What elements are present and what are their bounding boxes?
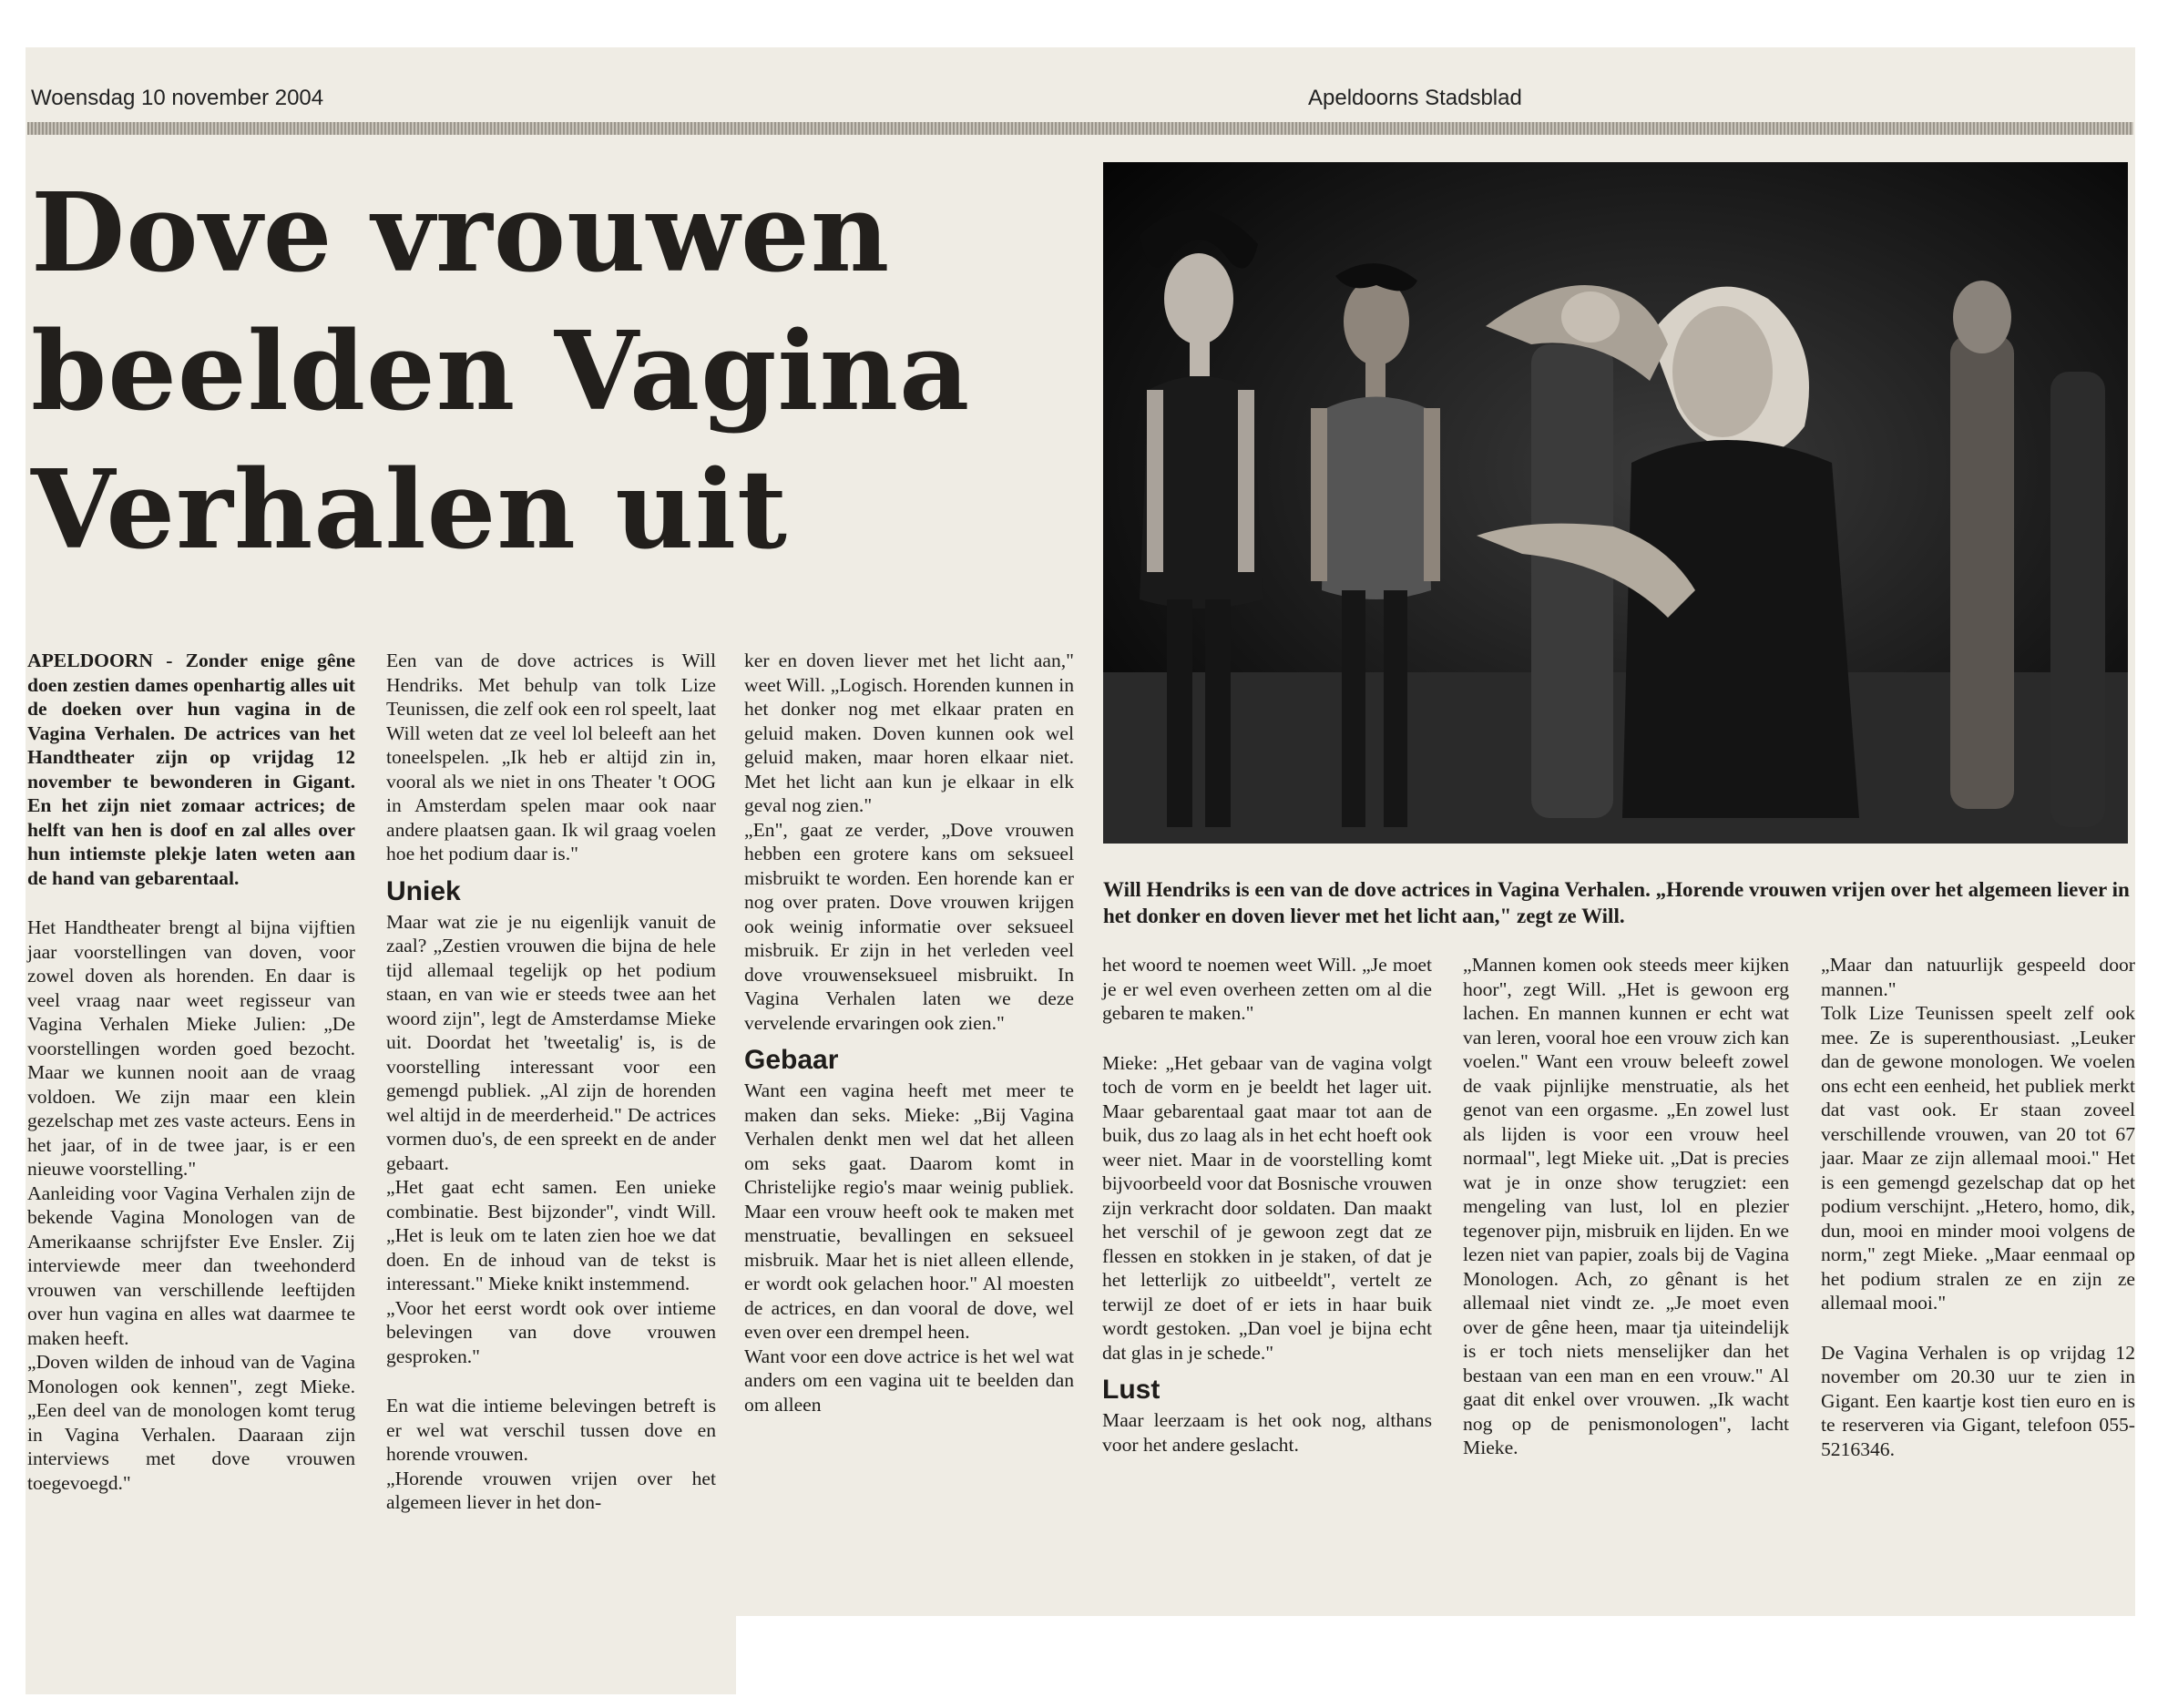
clipping-tail [26,1616,736,1694]
body-paragraph: het woord te noemen weet Will. „Je moet je er wel even overheen zetten om al die gebaren te maken." [1102,954,1432,1024]
body-paragraph: Want een vagina heeft met meer te maken dan seks. Mieke: „Bij Vagina Verhalen denkt men wel dat het alleen om seks gaat. Daarom komt in Christelijke regio's maar weinig publiek. Maar een vrouw heeft ook te maken met menstruatie, bevallingen en seksueel misbruik. Maar het is niet alleen ellende, er wordt ook gelachen hoor." Al moesten de actrices, en dan vooral de dove, wel even over een drempel heen. [744,1079,1074,1343]
theater-performance-photo-icon [1103,162,2128,844]
article-column-1 [27,649,355,1495]
theater-performance-photo [1103,162,2128,844]
body-paragraph: Maar wat zie je nu eigenlijk vanuit de zaal? „Zestien vrouwen die bijna de hele tijd allemaal tegelijk op het podium staan, en van wie er steeds twee aan het woord zijn", legt de Amsterdamse Mieke uit. Doordat het 'tweetalig' is, is de voorstelling interessant voor een gemengd publiek. „Al zijn de horenden wel altijd in de meerderheid." De actrices vormen duo's, de een spreekt en de ander gebaart. [386,910,716,1174]
body-paragraph: „En", gaat ze verder, „Dove vrouwen hebben een grotere kans om seksueel misbruikt te worden. Een horende kan er nog over praten. Dove vrouwen krijgen ook weinig informatie over seksueel misbruik. Er zijn in het verleden veel dove vrouwenseksueel misbruikt. In Vagina Verhalen laten we deze vervelende ervaringen ook zien." [744,818,1074,1034]
body-paragraph: Want voor een dove actrice is het wel wat anders om een vagina uit te beelden dan om alleen [744,1345,1074,1416]
issue-date: Woensdag 10 november 2004 [31,86,324,110]
publication-name: Apeldoorns Stadsblad [1308,86,1522,110]
body-paragraph: Maar leerzaam is het ook nog, althans voor het andere geslacht. [1102,1409,1432,1456]
subheading-uniek: Uniek [386,875,461,906]
body-paragraph: „Mannen komen ook steeds meer kijken hoor", zegt Will. „Het is gewoon erg lachen. En mannen kunnen er echt wat van leren, vooral hoe een vrouw zich kan voelen." Want een vrouw beleeft zowel de vaak pijnlijke menstruatie, als het genot van een orgasme. „En zowel lust als lijden is voor een vrouw heel normaal", legt Mieke uit. „Dat is precies wat je in onze show terugziet: een mengeling van lust, lol en plezier tegenover pijn, misbruik en lijden. En we lezen niet van papier, zoals bij de Vagina Monologen. Ach, zo gênant is het allemaal niet vindt ze. „Je moet even over de gêne heen, maar tja uiteindelijk is er toch niets menselijker dan het bestaan van een man en een vrouw." Al gaat dit enkel over vrouwen. „Ik wacht nog op de penismonologen", lacht Mieke. [1463,954,1789,1458]
headline: Dove vrouwen beelden Vagina Verhalen uit [31,169,971,574]
subheading-lust: Lust [1102,1375,1161,1405]
body-paragraph: Het Handtheater brengt al bijna vijftien jaar voorstellingen van doven, voor zowel doven als horenden. En daar is veel vraag naar weet regisseur van Vagina Verhalen Mieke Julien: „De voorstellingen worden goed bezocht. Maar we kunnen nooit aan de vraag voldoen. We zijn maar een klein gezelschap met zes vaste acteurs. Eens in het jaar, of in de twee jaar, is er een nieuwe voorstelling." [27,916,355,1180]
body-paragraph: De Vagina Verhalen is op vrijdag 12 november om 20.30 uur te zien in Gigant. Een kaartje kost tien euro en is te reserveren via Gigant, telefoon 055-5216346. [1821,1341,2135,1460]
body-paragraph: Tolk Lize Teunissen speelt zelf ook mee. Ze is superenthousiast. „Leuker dan de gewone monologen. We voelen ons echt een eenheid, het publiek merkt dat vast ook. Er staan zoveel verschillende vrouwen, van 20 tot 67 jaar. Maar ze zijn allemaal mooi." Het is een gemengd gezelschap dat op het podium verschijnt. „Hetero, homo, dik, dun, mooi en minder mooi volgens de norm," zegt Mieke. „Maar eenmaal op het podium stralen ze en zijn ze allemaal mooi." [1821,1002,2135,1314]
article-column-5 [1463,953,1789,1460]
body-paragraph: „Voor het eerst wordt ook over intieme belevingen van dove vrouwen gesproken." [386,1296,716,1367]
body-paragraph: Aanleiding voor Vagina Verhalen zijn de bekende Vagina Monologen van de Amerikaanse schrijfster Eve Ensler. Zij interviewde meer dan tweehonderd vrouwen van verschillende leeftijden over hun vagina en alles wat daarmee te maken heeft. [27,1181,355,1349]
photo-caption: Will Hendriks is een van de dove actrices in Vagina Verhalen. „Horende vrouwen vrijen over het algemeen liever in het donker en doven liever met het licht aan," zegt ze Will. [1103,878,2130,927]
body-paragraph: Een van de dove actrices is Will Hendriks. Met behulp van tolk Lize Teunissen, die zelf ook een rol speelt, laat Will weten dat ze veel lol beleeft aan het toneelspelen. „Ik heb er altijd zin in, vooral als we niet in ons Theater 't OOG in Amsterdam spelen maar ook naar andere plaatsen gaan. Ik wil graag voelen hoe het podium daar is." [386,649,716,864]
body-paragraph: Mieke: „Het gebaar van de vagina volgt toch de vorm en je beeldt het lager uit. Maar gebarentaal gaat maar tot aan de buik, dus zo laag als in het echt hoeft ook weer niet. Maar in de voorstelling komt bijvoorbeeld voor dat Bosnische vrouwen zijn verkracht door soldaten. Dan maakt het verschil of je gewoon zegt dat ze flessen en stokken in je staken, of dat je het letterlijk zo uitbeeldt", vertelt ze terwijl ze doet of er iets in haar buik wordt gestoken. „Dan voel je bijna echt dat glas in je schede." [1102,1051,1432,1364]
article-column-3 [744,649,1074,1417]
body-paragraph: „Maar dan natuurlijk gespeeld door mannen." [1821,954,2135,1000]
article-column-6 [1821,953,2135,1461]
body-paragraph: „Het gaat echt samen. Een unieke combinatie. Best bijzonder", vindt Will. „Het is leuk om te laten zien hoe we dat doen. En de inhoud van de tekst is interessant." Mieke knikt instemmend. [386,1176,716,1294]
body-paragraph: „Doven wilden de inhoud van de Vagina Monologen ook kennen", zegt Mieke. „Een deel van de monologen komt terug in Vagina Verhalen. Daaraan zijn interviews met dove vrouwen toegevoegd." [27,1351,355,1494]
article-column-4 [1102,953,1432,1457]
subheading-gebaar: Gebaar [744,1045,839,1075]
lead-paragraph: APELDOORN - Zonder enige gêne doen zestien dames openhartig alles uit de doeken over hun vagina in de Vagina Verhalen. De actrices van het Handtheater zijn op vrijdag 12 november te bewonderen in Gigant. En het zijn niet zomaar actrices; de helft van hen is doof en zal alles over hun intiemste plekje laten weten aan de hand van gebarentaal. [27,649,355,889]
body-paragraph: En wat die intieme belevingen betreft is er wel wat verschil tussen dove en horende vrouwen. [386,1395,716,1465]
body-paragraph: „Horende vrouwen vrijen over het algemeen liever in het don- [386,1467,716,1513]
article-column-2 [386,649,716,1515]
body-paragraph: ker en doven liever met het licht aan," weet Will. „Logisch. Horenden kunnen in het donker nog met elkaar praten en geluid maken. Doven kunnen ook wel geluid maken, maar horen elkaar niet. Met het licht aan kun je elkaar in elk geval nog zien." [744,649,1074,816]
header-rule [27,122,2133,135]
